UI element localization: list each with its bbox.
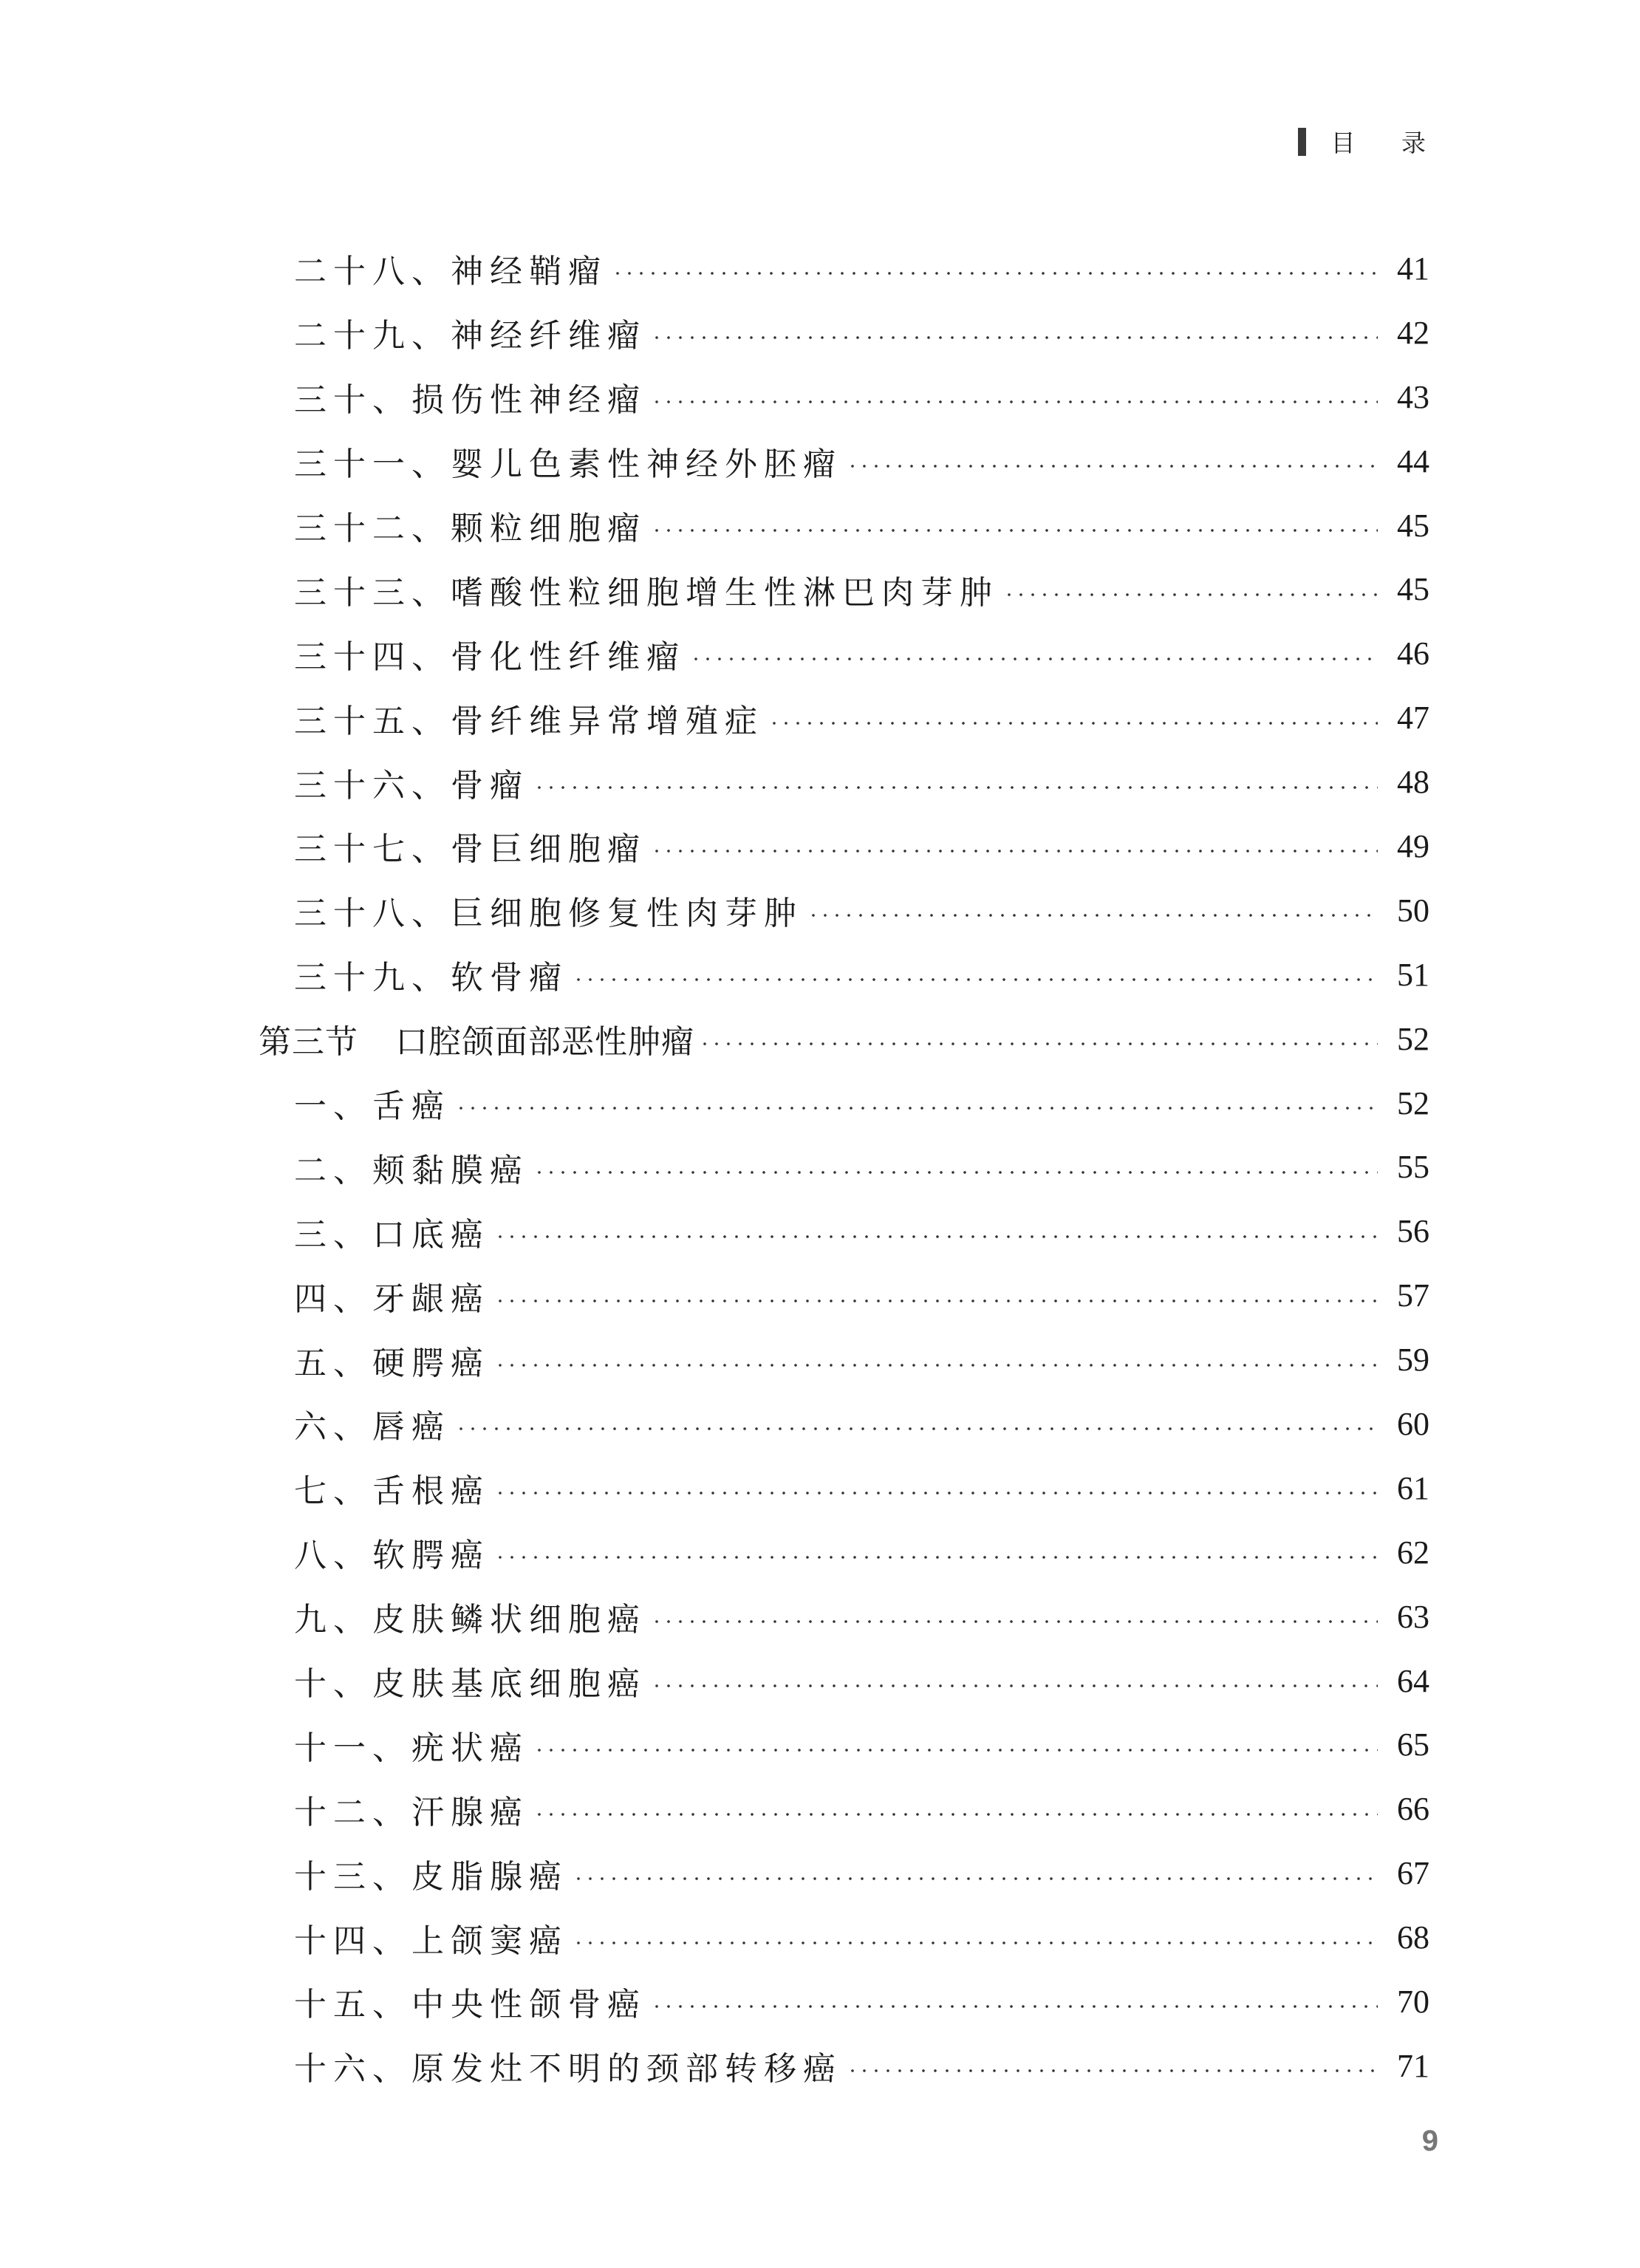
toc-entry-label: 三十九、软骨瘤 (294, 959, 568, 997)
header-title: 目 录 (1330, 129, 1445, 157)
toc-page-number: 45 (1397, 571, 1429, 608)
dot-leader (494, 1234, 1378, 1239)
toc-entry-label: 十一、疣状癌 (294, 1729, 529, 1767)
toc-entry-label: 三十一、婴儿色素性神经外胚瘤 (294, 445, 842, 484)
toc-page-number: 66 (1397, 1791, 1429, 1828)
toc-page-number: 44 (1397, 443, 1429, 479)
toc-entry-label: 七、舌根癌 (294, 1472, 490, 1511)
toc-page-number: 48 (1397, 764, 1429, 801)
toc-page-number: 51 (1397, 956, 1429, 993)
toc-page-number: 71 (1397, 2047, 1429, 2084)
toc-page-number: 52 (1397, 1085, 1429, 1121)
toc-entry-label: 三十七、骨巨细胞瘤 (294, 830, 646, 869)
toc-page-number: 62 (1397, 1534, 1429, 1571)
toc-entry-row[interactable] (259, 1777, 1429, 1841)
toc-entry-row[interactable] (259, 1841, 1429, 1905)
dot-leader (612, 271, 1378, 276)
toc-entry-label: 三十六、骨瘤 (294, 766, 529, 805)
toc-page-number: 46 (1397, 635, 1429, 672)
toc-entry-row[interactable] (259, 2034, 1429, 2098)
toc-entry-row[interactable] (259, 814, 1429, 878)
toc-page-number: 45 (1397, 507, 1429, 544)
dot-leader (573, 1876, 1378, 1881)
toc-entry-label: 九、皮肤鳞状细胞癌 (294, 1601, 646, 1639)
toc-entry-row[interactable] (259, 750, 1429, 814)
toc-entry-label: 三十、损伤性神经瘤 (294, 381, 646, 420)
toc-entry-row[interactable] (259, 365, 1429, 429)
dot-leader (651, 400, 1378, 404)
toc-entry-label: 三十四、骨化性纤维瘤 (294, 638, 686, 676)
dot-leader (807, 913, 1378, 918)
toc-entry-label: 十四、上颌窦癌 (294, 1922, 568, 1960)
toc-entry-label: 五、硬腭癌 (294, 1344, 490, 1382)
toc-entry-row[interactable] (259, 1392, 1429, 1456)
table-of-contents (259, 236, 1429, 2098)
toc-section-label (259, 1015, 694, 1062)
toc-page-number: 70 (1397, 1983, 1429, 2020)
toc-entry-label: 十二、汗腺癌 (294, 1793, 529, 1831)
toc-entry-label: 三十二、颗粒细胞瘤 (294, 510, 646, 547)
toc-page-number: 68 (1397, 1919, 1429, 1956)
dot-leader (651, 849, 1378, 853)
toc-entry-row[interactable] (259, 1712, 1429, 1777)
toc-entry-label: 二十八、神经鞘瘤 (294, 253, 607, 291)
page-number: 9 (1421, 2125, 1438, 2157)
toc-entry-row[interactable] (259, 943, 1429, 1007)
toc-entry-row[interactable] (259, 429, 1429, 493)
toc-entry-row[interactable] (259, 1263, 1429, 1328)
toc-page-number: 59 (1397, 1342, 1429, 1379)
dot-leader (533, 1812, 1378, 1817)
dot-leader (651, 2004, 1378, 2009)
toc-page-number: 47 (1397, 700, 1429, 737)
dot-leader (847, 2069, 1378, 2073)
toc-entry-row[interactable] (259, 1328, 1429, 1392)
running-header (1298, 124, 1446, 159)
toc-entry-label: 十五、中央性颌骨癌 (294, 1986, 646, 2024)
toc-page-number: 61 (1397, 1469, 1429, 1506)
toc-entry-label: 二、颊黏膜癌 (294, 1151, 529, 1189)
toc-page-number: 56 (1397, 1213, 1429, 1250)
dot-leader (1003, 592, 1378, 597)
toc-page-number: 52 (1397, 1020, 1429, 1057)
toc-page-number: 65 (1397, 1726, 1429, 1763)
toc-page-number: 41 (1397, 250, 1429, 287)
header-bar-mark (1298, 128, 1306, 156)
dot-leader (768, 721, 1378, 725)
toc-entry-label: 三十五、骨纤维异常增殖症 (294, 702, 764, 740)
toc-entry-row[interactable] (259, 1199, 1429, 1263)
toc-entry-row[interactable] (259, 1071, 1429, 1135)
dot-leader (455, 1106, 1378, 1110)
toc-page-number: 55 (1397, 1149, 1429, 1186)
dot-leader (573, 977, 1378, 982)
dot-leader (573, 1941, 1378, 1945)
dot-leader (651, 528, 1378, 533)
toc-entry-row[interactable] (259, 686, 1429, 750)
toc-entry-row[interactable] (259, 1520, 1429, 1585)
toc-entry-row[interactable] (259, 301, 1429, 365)
toc-entry-row[interactable] (259, 878, 1429, 943)
dot-leader (494, 1555, 1378, 1560)
toc-entry-row[interactable] (259, 1970, 1429, 2034)
toc-page-number: 63 (1397, 1598, 1429, 1635)
toc-page-number: 57 (1397, 1277, 1429, 1314)
toc-entry-label: 十六、原发灶不明的颈部转移癌 (294, 2050, 842, 2088)
toc-page-number: 60 (1397, 1405, 1429, 1442)
dot-leader (494, 1299, 1378, 1303)
toc-entry-label: 十三、皮脂腺癌 (294, 1857, 568, 1896)
toc-entry-label: 三十三、嗜酸性粒细胞增生性淋巴肉芽肿 (294, 573, 999, 612)
toc-page-number: 67 (1397, 1855, 1429, 1892)
toc-section-row[interactable] (259, 1007, 1429, 1071)
toc-section-number: 第三节 (259, 1023, 358, 1062)
toc-entry-row[interactable] (259, 1456, 1429, 1520)
toc-entry-row[interactable] (259, 557, 1429, 621)
toc-page-number: 49 (1397, 827, 1429, 864)
toc-entry-row[interactable] (259, 1135, 1429, 1199)
toc-entry-row[interactable] (259, 621, 1429, 686)
toc-entry-label: 六、唇癌 (294, 1408, 451, 1446)
toc-entry-row[interactable] (259, 1905, 1429, 1970)
toc-entry-label: 三十八、巨细胞修复性肉芽肿 (294, 895, 803, 933)
dot-leader (690, 657, 1378, 661)
dot-leader (651, 335, 1378, 340)
toc-entry-row[interactable] (259, 236, 1429, 301)
toc-page-number: 50 (1397, 892, 1429, 929)
toc-entry-label: 十、皮肤基底细胞癌 (294, 1665, 646, 1704)
toc-page-number: 64 (1397, 1662, 1429, 1699)
toc-entry-row[interactable] (259, 1649, 1429, 1713)
toc-entry-label: 一、舌癌 (294, 1087, 451, 1126)
dot-leader (455, 1427, 1378, 1431)
toc-page-number: 42 (1397, 314, 1429, 351)
dot-leader (533, 1748, 1378, 1752)
toc-section-title: 口腔颌面部恶性肿瘤 (395, 1023, 694, 1062)
toc-entry-label: 八、软腭癌 (294, 1537, 490, 1575)
dot-leader (533, 1170, 1378, 1175)
toc-entry-label: 四、牙龈癌 (294, 1280, 490, 1318)
dot-leader (494, 1363, 1378, 1367)
dot-leader (651, 1619, 1378, 1624)
toc-page-number: 43 (1397, 378, 1429, 415)
dot-leader (651, 1684, 1378, 1688)
toc-entry-row[interactable] (259, 1585, 1429, 1649)
dot-leader (494, 1491, 1378, 1495)
dot-leader (699, 1042, 1378, 1046)
toc-entry-label: 三、口底癌 (294, 1215, 490, 1254)
toc-entry-row[interactable] (259, 493, 1429, 558)
toc-entry-label: 二十九、神经纤维瘤 (294, 317, 646, 355)
dot-leader (847, 464, 1378, 468)
dot-leader (533, 785, 1378, 790)
